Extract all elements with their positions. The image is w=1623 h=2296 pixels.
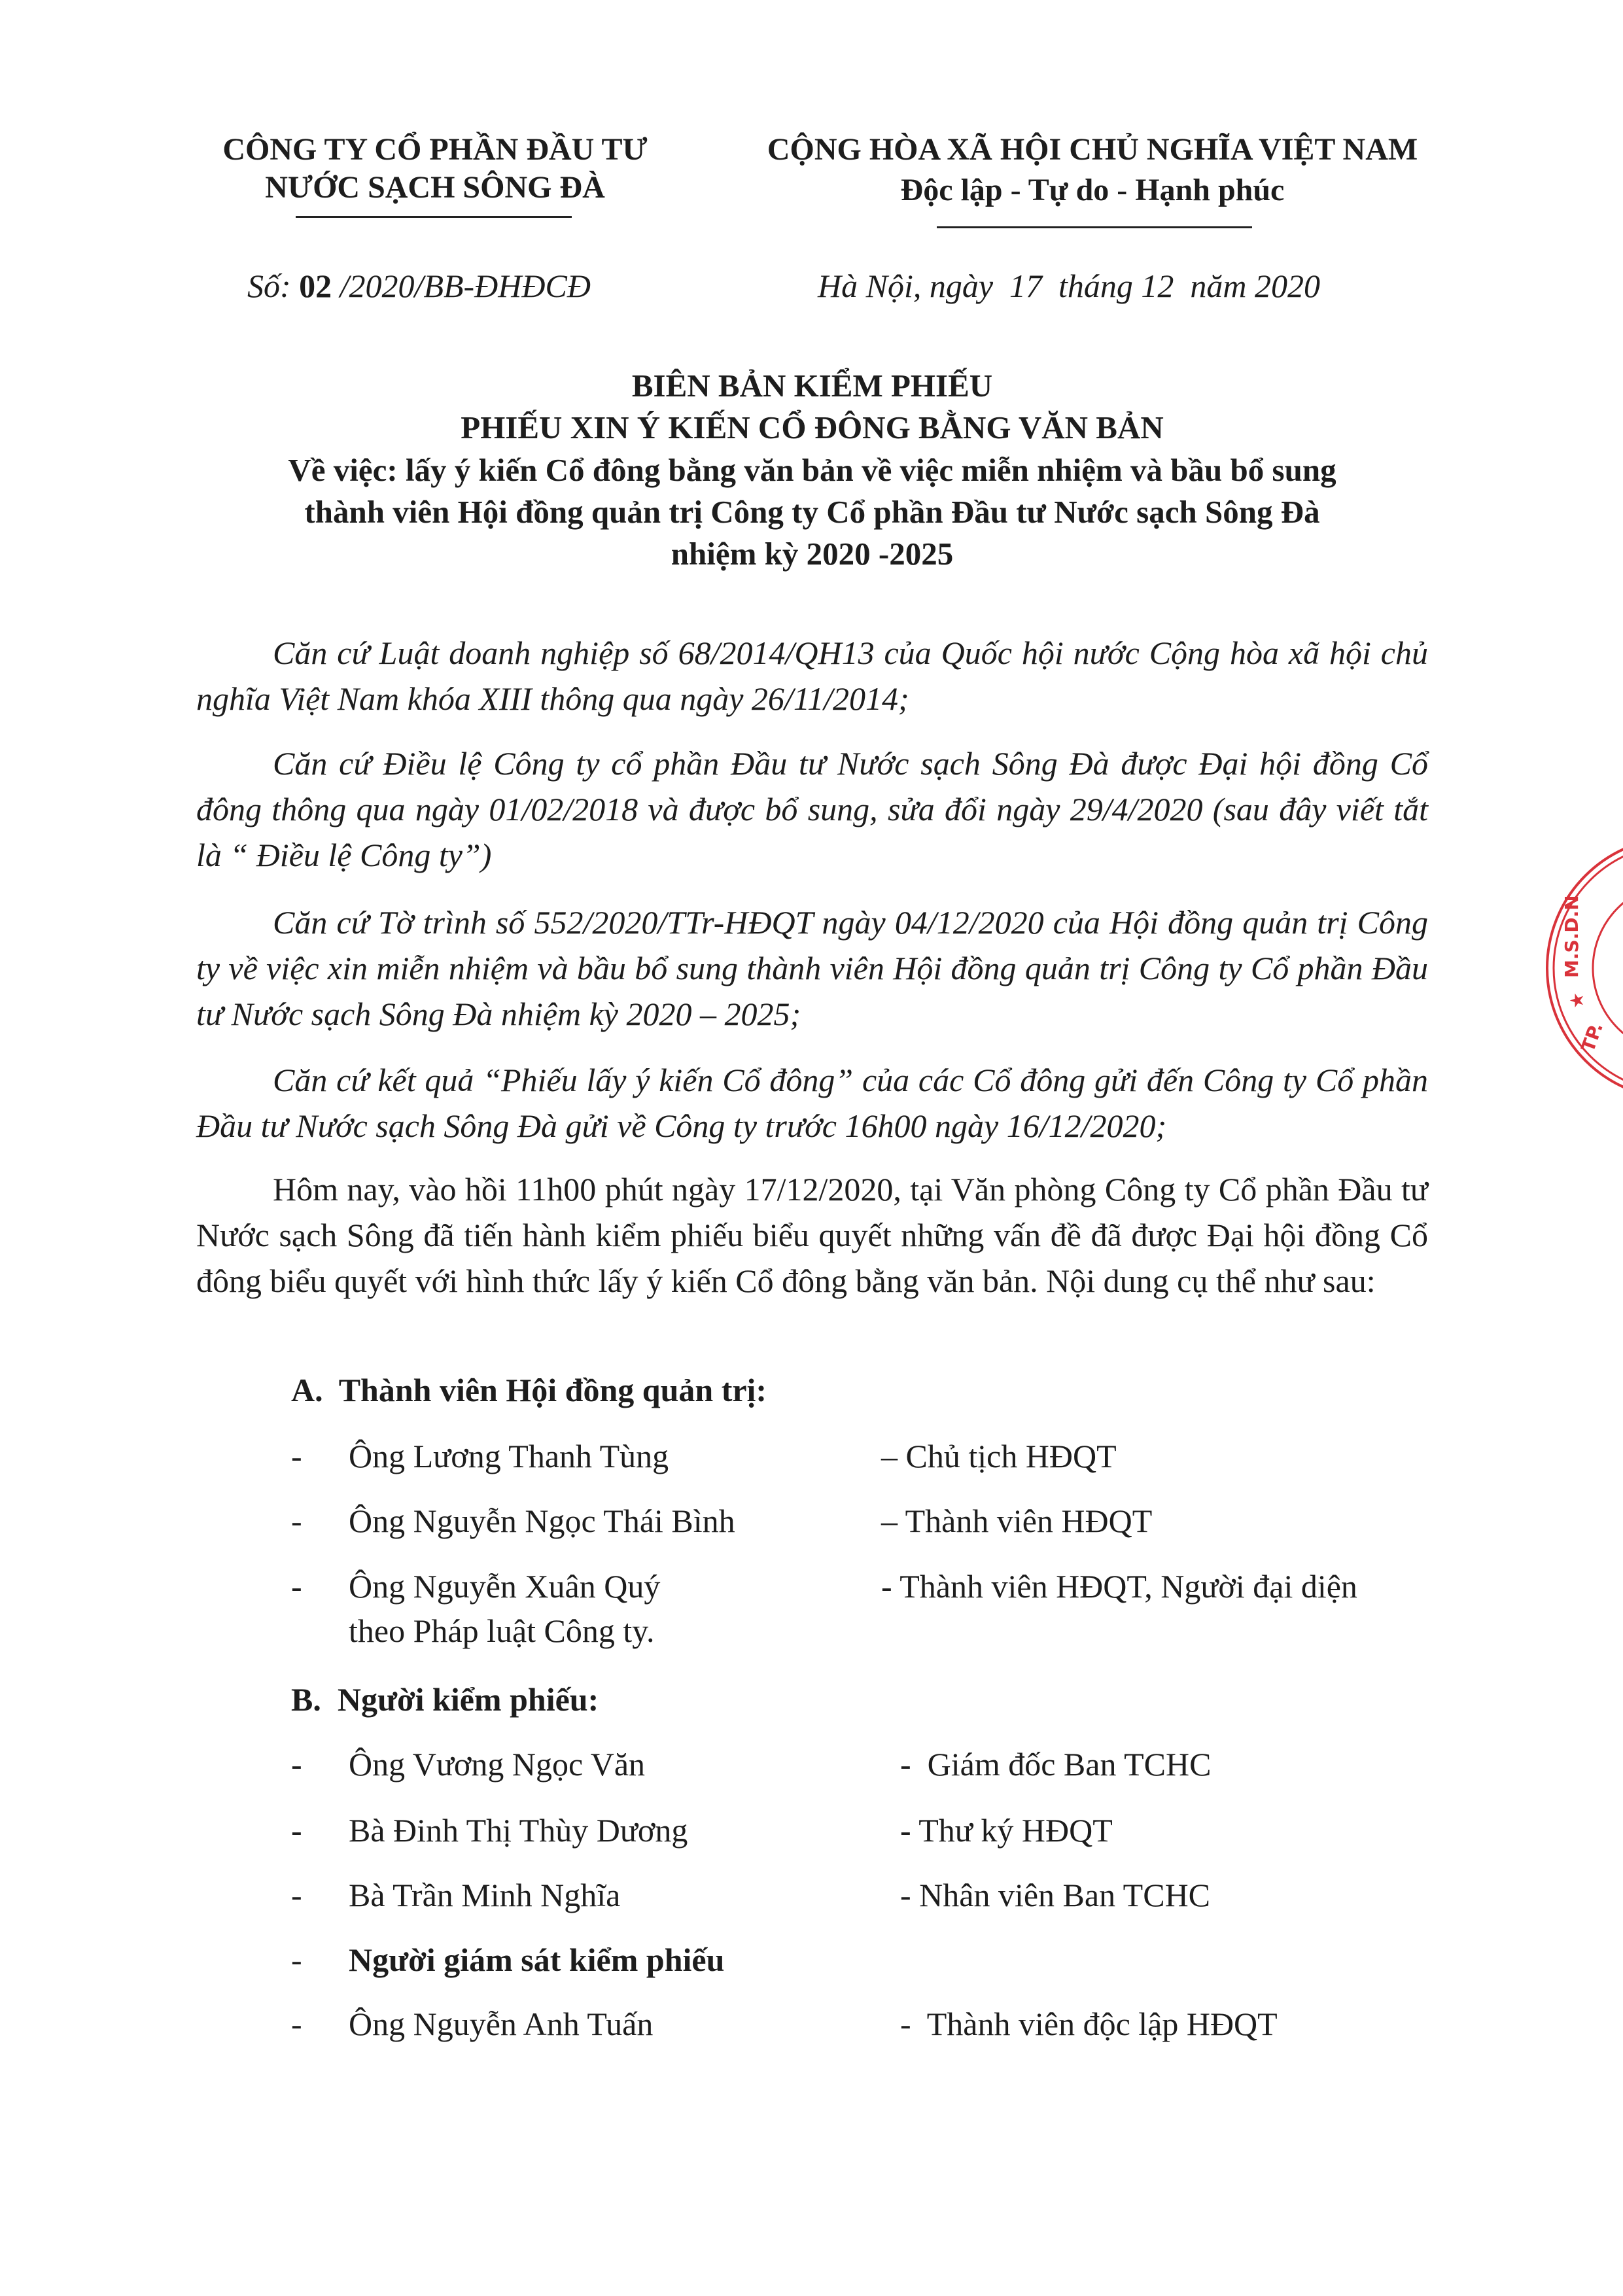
doc-no-suffix: /2020/BB-ĐHĐCĐ xyxy=(332,268,591,304)
list-dash: - xyxy=(291,1941,302,1978)
member-role: – Thành viên HĐQT xyxy=(881,1503,1153,1539)
motto-underline xyxy=(937,226,1252,228)
section-b-heading: B. Người kiểm phiếu: xyxy=(291,1681,599,1718)
supervisor-role: - Thành viên độc lập HĐQT xyxy=(900,2006,1278,2042)
subject-line2: thành viên Hội đồng quản trị Công ty Cổ phần Đầu tư Nước sạch Sông Đà xyxy=(304,494,1320,530)
counter-role: - Giám đốc Ban TCHC xyxy=(900,1746,1212,1783)
company-name-line1: CÔNG TY CỔ PHẦN ĐẦU TƯ xyxy=(222,132,648,167)
counter-name: Bà Đinh Thị Thùy Dương xyxy=(349,1812,688,1849)
legal-basis-4: Căn cứ kết quả “Phiếu lấy ý kiến Cổ đông” của các Cổ đông gửi đến Công ty Cổ phần Đầu tư Nước sạch Sông Đà gửi về Công ty trước 16h00 ngày 16/12/2020; xyxy=(196,1062,1428,1144)
company-stamp-icon xyxy=(1518,837,1623,1099)
doc-no-value: 02 xyxy=(299,268,332,304)
legal-basis-2: Căn cứ Điều lệ Công ty cổ phần Đầu tư Nước sạch Sông Đà được Đại hội đồng Cổ đông thông qua ngày 01/02/2018 và được bổ sung, sửa đổi ngày 29/4/2020 (sau đây viết tắt là “ Điều lệ Công ty”) xyxy=(196,745,1428,873)
legal-basis-3: Căn cứ Tờ trình số 552/2020/TTr-HĐQT ngày 04/12/2020 của Hội đồng quản trị Công ty về việc xin miễn nhiệm và bầu bổ sung thành viên Hội đồng quản trị Công ty Cổ phần Đầu tư Nước sạch Sông Đà nhiệm kỳ 2020 – 2025; xyxy=(196,904,1428,1032)
list-dash: - xyxy=(291,1438,302,1474)
counter-role: - Nhân viên Ban TCHC xyxy=(900,1877,1211,1913)
member-role: - Thành viên HĐQT, Người đại diện xyxy=(881,1568,1357,1605)
svg-text:M.S.D.N: M.S.D.N xyxy=(1561,895,1582,978)
company-underline xyxy=(296,216,572,218)
doc-no-label: Số: xyxy=(247,268,300,304)
subject-line1: Về việc: lấy ý kiến Cổ đông bằng văn bản về việc miễn nhiệm và bầu bổ sung xyxy=(288,452,1336,488)
member-role: – Chủ tịch HĐQT xyxy=(881,1438,1117,1474)
list-dash: - xyxy=(291,1503,302,1539)
list-dash: - xyxy=(291,2006,302,2042)
supervisor-name: Ông Nguyễn Anh Tuấn xyxy=(349,2006,654,2042)
list-dash: - xyxy=(291,1746,302,1783)
title-line1: BIÊN BẢN KIỂM PHIẾU xyxy=(631,368,993,404)
svg-text:TP.: TP. xyxy=(1577,1019,1608,1055)
company-name-line2: NƯỚC SẠCH SÔNG ĐÀ xyxy=(265,170,605,205)
svg-text:★: ★ xyxy=(1566,992,1588,1009)
section-a-heading: A. Thành viên Hội đồng quản trị: xyxy=(291,1372,767,1408)
nation-title: CỘNG HÒA XÃ HỘI CHỦ NGHĨA VIỆT NAM xyxy=(767,132,1418,167)
place-date: Hà Nội, ngày 17 tháng 12 năm 2020 xyxy=(818,268,1321,304)
list-dash: - xyxy=(291,1568,302,1605)
member-name: Ông Lương Thanh Tùng xyxy=(349,1438,669,1474)
title-line2: PHIẾU XIN Ý KIẾN CỔ ĐÔNG BẰNG VĂN BẢN xyxy=(461,409,1164,445)
list-dash: - xyxy=(291,1812,302,1849)
meeting-paragraph: Hôm nay, vào hồi 11h00 phút ngày 17/12/2020, tại Văn phòng Công ty Cổ phần Đầu tư Nước sạch Sông đã tiến hành kiểm phiếu biểu quyết những vấn đề đã được Đại hội đồng Cổ đông biểu quyết với hình thức lấy ý kiến Cổ đông bằng văn bản. Nội dung cụ thể như sau: xyxy=(196,1171,1428,1299)
nation-motto: Độc lập - Tự do - Hạnh phúc xyxy=(900,173,1285,207)
member-name: Ông Nguyễn Ngọc Thái Bình xyxy=(349,1503,735,1539)
legal-basis-1: Căn cứ Luật doanh nghiệp số 68/2014/QH13 của Quốc hội nước Cộng hòa xã hội chủ nghĩa Việt Nam khóa XIII thông qua ngày 26/11/2014; xyxy=(196,635,1428,717)
subject-line3: nhiệm kỳ 2020 -2025 xyxy=(671,536,954,572)
document-number xyxy=(247,267,591,305)
member-role-continued: theo Pháp luật Công ty. xyxy=(349,1612,655,1649)
counter-role: - Thư ký HĐQT xyxy=(900,1812,1113,1849)
supervisor-heading: Người giám sát kiểm phiếu xyxy=(349,1941,725,1978)
list-dash: - xyxy=(291,1877,302,1913)
member-name: Ông Nguyễn Xuân Quý xyxy=(349,1568,661,1605)
counter-name: Ông Vương Ngọc Văn xyxy=(349,1746,646,1783)
counter-name: Bà Trần Minh Nghĩa xyxy=(349,1877,621,1913)
